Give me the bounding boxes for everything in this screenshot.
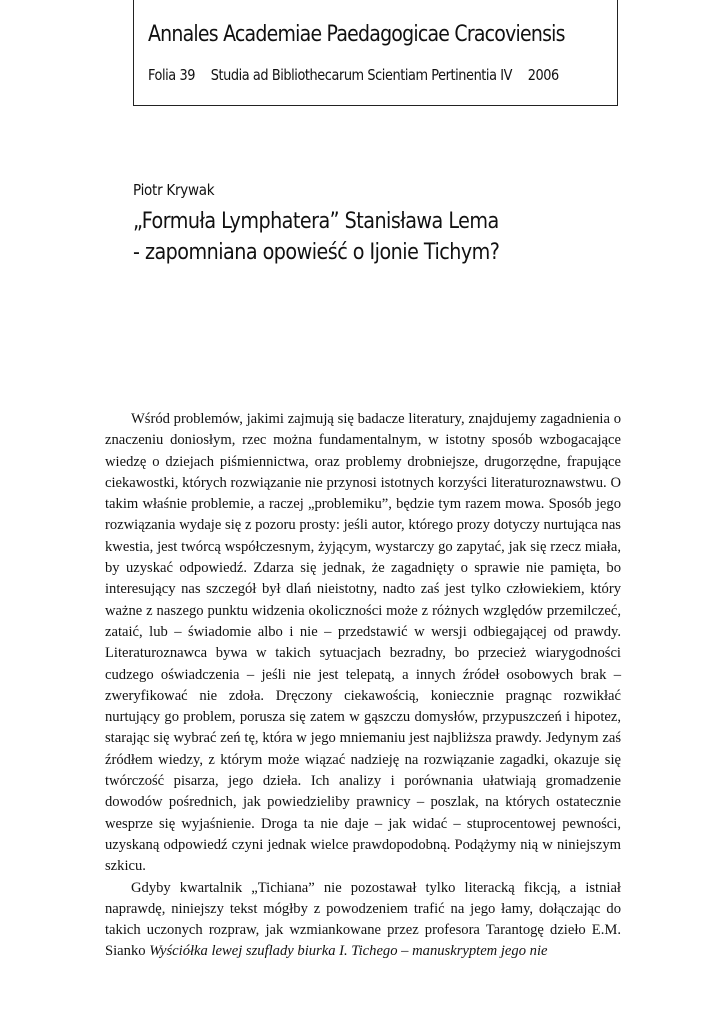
series-name: Studia ad Bibliothecarum Scientiam Pertinentia IV: [210, 66, 513, 84]
article-title-line-2: - zapomniana opowieść o Ijonie Tichym?: [133, 240, 500, 265]
article-title-line-1: „Formuła Lymphatera” Stanisława Lema: [133, 209, 499, 234]
journal-series-line: [148, 66, 571, 84]
publication-year: 2006: [527, 66, 559, 84]
folia-number: Folia 39: [148, 66, 196, 84]
body-paragraph-2-italic: Wyściółka lewej szuflady biurka I. Tichego – manuskryptem jego nie: [149, 943, 548, 960]
article-body: [105, 409, 621, 963]
body-paragraph-1: Wśród problemów, jakimi zajmują się badacze literatury, znajdujemy zagadnienia o znaczeniu doniosłym, rzec można fundamentalnym, w istotny sposób wzbogacające wiedzę o dziejach piśmiennictwa, oraz problemy drobniejsze, drugorzędne, frapujące ciekawostki, których rozwiązanie nie przynosi istotnych korzyści literaturoznawstwu. O takim właśnie problemie, a raczej „problemiku”, będzie tym razem mowa. Sposób jego rozwiązania wydaje się z pozoru prosty: jeśli autor, którego prozy dotyczy nurtująca nas kwestia, jest twórcą współczesnym, żyjącym, wystarczy go zapytać, jak się rzecz miała, by uzyskać odpowiedź. Zdarza się jednak, że zagadnięty o sprawie nie pamięta, bo interesujący nas szczegół był dlań nieistotny, nadto zaś jest tylko człowiekiem, który ważne z naszego punktu widzenia okoliczności może z różnych względów przemilczeć, zataić, lub – świadomie albo i nie – przedstawić w wersji odbiegającej od prawdy. Literaturoznawca bywa w takich sytuacjach bezradny, bo przecież wiarygodności cudzego oświadczenia – jeśli nie jest telepatą, a innych źródeł osobowych brak – zweryfikować nie zdoła. Dręczony ciekawością, koniecznie pragnąc rozwikłać nurtujący go problem, porusza się zatem w gąszczu domysłów, przypuszczeń i hipotez, starając się wybrać zeń tę, która w jego mniemaniu jest najbliższa prawdy. Jedynym zaś źródłem wiedzy, z którym może wiązać nadzieję na rozwiązanie zagadki, okazuje się twórczość pisarza, jego dzieła. Ich analizy i porównania ułatwiają gromadzenie dowodów pośrednich, jak powiedzieliby prawnicy – poszlak, na których ostatecznie wesprze się wyjaśnienie. Droga ta nie daje – jak widać – stuprocentowej pewności, uzyskaną odpowiedź czyni jednak wielce prawdopodobną. Podążymy nią w niniejszym szkicu.: [105, 411, 621, 875]
body-paragraph-2: [105, 878, 621, 963]
journal-title: Annales Academiae Paedagogicae Cracoviensis: [148, 22, 565, 47]
body-paragraph-2-text: Gdyby kwartalnik „Tichiana” nie pozostawał tylko literacką fikcją, a istniał naprawdę, niniejszy tekst mógłby z powodzeniem trafić na jego łamy, dołączając do takich uczonych rozpraw, jak wzmiankowane przez profesora Tarantogę dzieło E.M. Sianko: [105, 879, 621, 960]
article-author: Piotr Krywak: [133, 181, 215, 199]
journal-header-box: [133, 0, 618, 106]
